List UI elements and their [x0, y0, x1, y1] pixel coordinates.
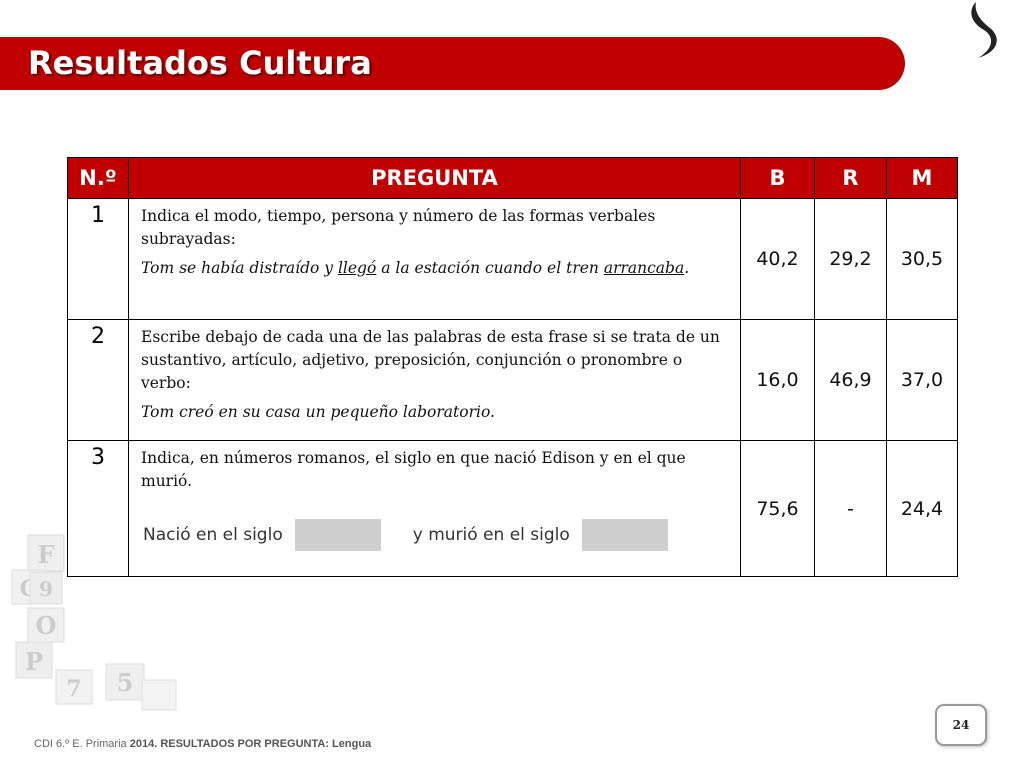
table-header-row	[68, 158, 958, 199]
block-letter: 7	[66, 676, 82, 702]
example-text: .	[684, 259, 690, 277]
question-text: Indica, en números romanos, el siglo en que nació Edison y en el que murió.	[141, 449, 686, 490]
question-example	[141, 257, 728, 280]
column-header-b: B	[741, 158, 815, 199]
underlined-verb: llegó	[337, 259, 377, 277]
value-m: 37,0	[887, 320, 958, 441]
block-letter: G	[19, 576, 39, 602]
footer-label: RESULTADOS POR PREGUNTA: Lengua	[160, 738, 372, 750]
answer-box-birth	[295, 519, 381, 551]
brand-swoosh-icon	[962, 0, 1002, 60]
block-letter: O	[35, 611, 57, 640]
value-r: -	[815, 441, 887, 577]
question-cell	[129, 199, 741, 320]
value-m: 24,4	[887, 441, 958, 577]
question-number: 3	[68, 441, 129, 577]
value-b: 75,6	[741, 441, 815, 577]
fill-label-death: y murió en el siglo	[412, 524, 570, 545]
table-row	[68, 199, 958, 320]
footer-caption	[34, 738, 371, 750]
example-text: Tom se había distraído y	[141, 259, 338, 277]
page-title: Resultados Cultura	[28, 44, 372, 82]
footer-year: 2014.	[129, 738, 158, 750]
question-text: Indica el modo, tiempo, persona y número de las formas verbales subrayadas:	[141, 207, 656, 248]
column-header-m: M	[887, 158, 958, 199]
value-b: 16,0	[741, 320, 815, 441]
table-row	[68, 320, 958, 441]
question-cell	[129, 320, 741, 441]
block-letter: 9	[39, 577, 53, 601]
value-r: 29,2	[815, 199, 887, 320]
column-header-question: PREGUNTA	[129, 158, 741, 199]
block-letter: F	[37, 540, 55, 569]
question-text: Escribe debajo de cada una de las palabras de esta frase si se trata de un sustantivo, artículo, adjetivo, preposición, conjunción o pronombre o verbo:	[141, 328, 720, 392]
column-header-number: N.º	[68, 158, 129, 199]
value-m: 30,5	[887, 199, 958, 320]
example-text: a la estación cuando el tren	[376, 259, 604, 277]
footer-prefix: CDI 6.º E. Primaria	[34, 738, 127, 750]
page-number: 24	[935, 704, 987, 746]
question-number: 2	[68, 320, 129, 441]
question-example: Tom creó en su casa un pequeño laboratorio.	[141, 403, 495, 421]
results-table	[67, 157, 958, 577]
column-header-r: R	[815, 158, 887, 199]
alphabet-blocks-illustration	[0, 530, 300, 730]
underlined-verb: arrancaba	[603, 259, 685, 277]
block-letter: P	[24, 647, 44, 676]
question-number: 1	[68, 199, 129, 320]
answer-box-death	[582, 519, 668, 551]
value-b: 40,2	[741, 199, 815, 320]
block-letter: 5	[116, 668, 134, 697]
value-r: 46,9	[815, 320, 887, 441]
fill-label-birth: Nació en el siglo	[143, 524, 283, 545]
